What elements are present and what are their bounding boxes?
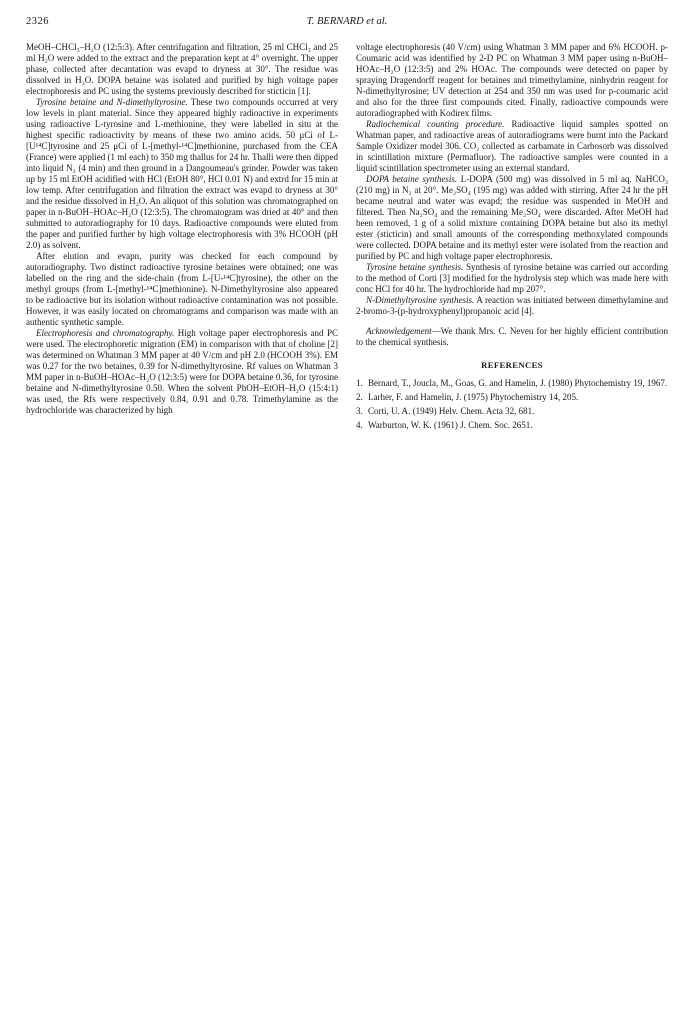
paragraph-extraction: MeOH–CHCl₃–H₂O (12:5:3). After centrifugation and filtration, 25 ml CHCl₃ and 25 ml H₂O were added to the extract and the preparation kept at 4° overnight. The upper phase, collected after decantation was evapd to dryness at 30°. The residue was dissolved in H₂O. DOPA betaine was isolated and purified by high voltage paper electrophoresis and PC using the systems previously described for sticticin [1]. — [26, 42, 338, 96]
paragraph-body: High voltage paper electrophoresis and PC were used. The electrophoretic migration (EM) in comparison with that of choline [2] was determined on Whatman 3 MM paper at 40 V/cm and pH 2.0 (HCOOH 3%). EM was 0.27 for the two betaines, 0.39 for N-dimethyltyrosine. Rf values on Whatman 3 MM paper in n-BuOH–HOAc–H₂O (12:3:5) were for DOPA betaine 0.36, for tyrosine betaine and N-dimethyltyrosine 0.50. When the solvent PhOH–EtOH–H₂O (15:4:1) was used, the Rfs were respectively 0.84, 0.91 and 0.78. Trimethylamine as the hydrochloride was characterized by high — [26, 328, 338, 415]
reference-item — [356, 420, 668, 431]
reference-number: 4. — [356, 420, 363, 430]
acknowledgement-heading: Acknowledgement — [366, 326, 432, 336]
paragraph-radiochemical — [356, 119, 668, 174]
references-list — [356, 378, 668, 431]
paragraph-tyrosine-betaine — [26, 97, 338, 251]
paper-page — [26, 16, 668, 1011]
running-head — [26, 16, 668, 34]
paragraph-body: L-DOPA (500 mg) was dissolved in 5 ml aq. NaHCO₃ (210 mg) in N₂ at 20°. Me₂SO₄ (195 mg) was added with stirring. After 24 hr the pH became neutral and water was evapd; the residue was suspended in MeOH and filtered. Then Na₂SO₄ and the remaining Me₂SO₄ were discarded. After MeOH had been removed, 1 g of a solid mixture containing DOPA betaine but also its methyl ester (sticticin) and small amounts of the corresponding methoxylated compounds were collected. DOPA betaine and its methyl ester were isolated from the reaction and purified by PC and high voltage paper electrophoresis. — [356, 174, 669, 261]
section-heading-electrophoresis: Electrophoresis and chromatography. — [36, 328, 175, 338]
two-column-body — [26, 42, 668, 434]
paragraph-tyrosine-synthesis — [356, 262, 668, 295]
reference-number: 3. — [356, 406, 363, 416]
paragraph-detection: voltage electrophoresis (40 V/cm) using Whatman 3 MM paper and 6% HCOOH. p-Coumaric acid was identified by 2-D PC on Whatman 3 MM paper using n-BuOH–HOAc–H₂O (12:3:5) and 2% HOAc. The compounds were detected on paper by spraying Dragendorff reagent for betaines and trimethylamine, ninhydrin reagent for N-dimethyltyrosine; UV detection at 254 and 350 nm was used for p-coumaric acid and also for the three first compounds cited. Finally, radioactive compounds were autoradiographed with Kodirex films. — [356, 42, 668, 118]
paragraph-body: Radioactive liquid samples spotted on Whatman paper, and radioactive areas of autoradiograms were burnt into the Packard Sample Oxidizer model 306. CO₂ collected as carbamate in Carbosorb was dissolved in scintillation mixture (Permafluor). The radioactive samples were counted in a liquid scintillation spectrometer using an external standard. — [356, 119, 668, 173]
reference-text: Warburton, W. K. (1961) J. Chem. Soc. 2651. — [368, 420, 533, 430]
section-heading-tyrosine-synthesis: Tyrosine betaine synthesis. — [366, 262, 464, 272]
paragraph-electrophoresis — [26, 328, 338, 416]
right-column — [356, 42, 668, 434]
reference-item — [356, 378, 668, 389]
reference-number: 2. — [356, 392, 363, 402]
section-heading-radiochemical: Radiochemical counting procedure. — [366, 119, 505, 129]
paragraph-body: A reaction was initiated between dimethylamine and 2-bromo-3-(p-hydroxyphenyl)propanoic acid [4]. — [356, 295, 668, 316]
reference-text: Larher, F. and Hamelin, J. (1975) Phytochemistry 14, 205. — [368, 392, 579, 402]
paragraph-body: Synthesis of tyrosine betaine was carried out according to the method of Corti [3] modified for the hydrolysis step which was made here with conc HCl for 40 hr. The hydrochloride had mp 207°. — [356, 262, 668, 294]
reference-text: Corti, U. A. (1949) Helv. Chem. Acta 32, 681. — [368, 406, 535, 416]
acknowledgement — [356, 326, 668, 348]
page-number: 2326 — [26, 16, 49, 27]
reference-item — [356, 392, 668, 403]
reference-text: Bernard, T., Joucla, M., Goas, G. and Hamelin, J. (1980) Phytochemistry 19, 1967. — [368, 378, 668, 388]
paragraph-body: These two compounds occurred at very low levels in plant material. Since they appeared highly radioactive in experiments using radioactive L-tyrosine and L-methionine, they were labelled in situ at the highest specific radioactivity by means of these two amino acids. 50 μCi of L-[U¹⁴C]tyrosine and 25 μCi of L-[methyl-¹⁴C]methionine, purchased from the CEA (France) were applied (1 ml each) to 350 mg thallus for 24 hr. Thalli were then dipped into liquid N₂ (4 min) and then ground in a Dangoumeau's grinder. Powder was taken up by 15 ml EtOH acidified with HCl (EtOH 80°, HCl 0.01 N) and extrd for 15 min at low temp. After centrifugation and filtration the extract was evapd to dryness at 30° and the residue dissolved in H₂O. An aliquot of this solution was chromatographed on paper in n-BuOH–HOAc–H₂O (12:3:5). The chromatogram was dried at 40° and then submitted to autoradiography for 10 days. Radioactive compounds were eluted from the paper and purified further by high voltage electrophoresis with 3% HCOOH (pH 2.0) as solvent. — [26, 97, 338, 250]
running-title: T. BERNARD et al. — [306, 16, 388, 27]
paragraph-dimethyltyrosine-synthesis — [356, 295, 668, 317]
paragraph-purity: After elution and evapn, purity was checked for each compound by autoradiography. Two distinct radioactive tyrosine betaines were obtained; one was labelled on the ring and the side-chain (from L-[U-¹⁴C]tyrosine), the other on the methyl groups (from L-[methyl-¹⁴C]methionine). N-Dimethyltyrosine also appeared to be radioactive but its isolation without radioactive contamination was not possible. However, it was easily located on chromatograms and comparison was made with an authentic synthetic sample. — [26, 251, 338, 327]
references-heading: REFERENCES — [481, 360, 543, 370]
section-heading-tyrosine-betaine: Tyrosine betaine and N-dimethyltyrosine. — [36, 97, 188, 107]
acknowledgement-body: —We thank Mrs. C. Neveu for her highly efficient contribution to the chemical synthesis. — [356, 326, 668, 347]
left-column — [26, 42, 338, 434]
reference-number: 1. — [356, 378, 363, 388]
section-heading-dopa-synthesis: DOPA betaine synthesis. — [366, 174, 458, 184]
section-heading-dimethyltyrosine-synthesis: N-Dimethyltyrosine synthesis. — [366, 295, 475, 305]
paragraph-dopa-synthesis — [356, 174, 668, 262]
reference-item — [356, 406, 668, 417]
